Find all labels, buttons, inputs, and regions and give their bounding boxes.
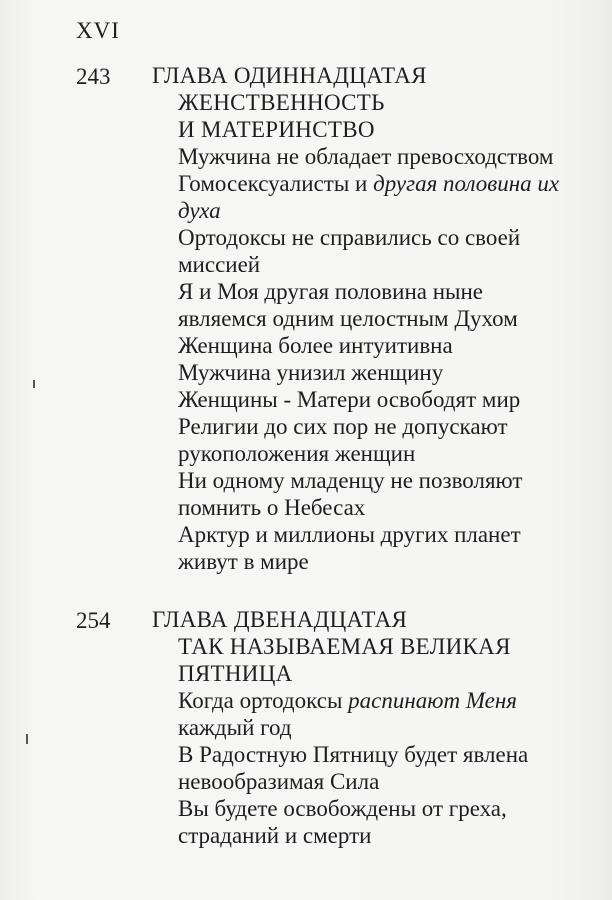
page-number: XVI xyxy=(76,18,120,43)
toc-entry-text: страданий и смерти xyxy=(178,823,372,848)
chapter-title-line: И МАТЕРИНСТВО xyxy=(178,117,375,142)
toc-entry-line xyxy=(178,305,559,332)
toc-entry-text: Арктур и миллионы других планет xyxy=(178,522,521,547)
chapter-title xyxy=(152,62,427,143)
toc-entry-line xyxy=(178,332,559,359)
chapter-title xyxy=(152,606,511,687)
toc-entry-line xyxy=(178,467,559,494)
toc-entry-line xyxy=(178,170,559,197)
toc-entry-line xyxy=(178,714,528,741)
toc-entry-text: Мужчина не обладает превосходством xyxy=(178,144,554,169)
toc-entry-text: помнить о Небесах xyxy=(178,495,366,520)
chapter-title-line: ГЛАВА ОДИННАДЦАТАЯ xyxy=(152,63,427,88)
chapter-title-line: ЖЕНСТВЕННОСТЬ xyxy=(178,90,385,115)
toc-entry-text: Религии до сих пор не допускают xyxy=(178,414,508,439)
chapter-page-number: 254 xyxy=(76,608,111,633)
toc-entry-line xyxy=(178,687,528,714)
toc-entry-text: являемся одним целостным Духом xyxy=(178,306,518,331)
toc-entry-line xyxy=(178,278,559,305)
toc-entry-line xyxy=(178,143,559,170)
toc-entry-line xyxy=(178,768,528,795)
toc-entry-text: Вы будете освобождены от греха, xyxy=(178,796,507,821)
toc-entry-text: Гомосексуалисты и xyxy=(178,171,374,196)
chapter-title-line: ГЛАВА ДВЕНАДЦАТАЯ xyxy=(152,607,408,632)
toc-entry-text: Женщины - Матери освободят мир xyxy=(178,387,521,412)
chapter-title-line: ПЯТНИЦА xyxy=(178,661,293,686)
chapter-entries xyxy=(178,687,528,849)
toc-entry-line xyxy=(178,359,559,386)
chapter-page-number: 243 xyxy=(76,64,111,89)
toc-entry-line xyxy=(178,440,559,467)
toc-entry-text: распинают Меня xyxy=(348,688,517,713)
toc-entry-text: Когда ортодоксы xyxy=(178,688,349,713)
toc-entry-line xyxy=(178,521,559,548)
toc-entry-line xyxy=(178,795,528,822)
toc-entry-text: рукоположения женщин xyxy=(178,441,416,466)
toc-entry-text: другая половина их xyxy=(373,171,560,196)
toc-entry-line xyxy=(178,251,559,278)
toc-entry-line xyxy=(178,224,559,251)
chapter-title-line: ТАК НАЗЫВАЕМАЯ ВЕЛИКАЯ xyxy=(178,634,511,659)
toc-entry-line xyxy=(178,413,559,440)
toc-entry-line xyxy=(178,386,559,413)
toc-entry-text: Ортодоксы не справились со своей xyxy=(178,225,521,250)
toc-entry-text: живут в мире xyxy=(178,549,309,574)
toc-entry-text: каждый год xyxy=(178,715,292,740)
toc-entry-text: миссией xyxy=(178,252,261,277)
toc-entry-line xyxy=(178,197,559,224)
toc-entry-text: Мужчина унизил женщину xyxy=(178,360,444,385)
toc-entry-line xyxy=(178,494,559,521)
chapter-entries xyxy=(178,143,559,575)
toc-entry-text: Ни одному младенцу не позволяют xyxy=(178,468,523,493)
toc-entry-text: В Радостную Пятницу будет явлена xyxy=(178,742,529,767)
margin-mark xyxy=(26,734,28,744)
toc-entry-text: Я и Моя другая половина ныне xyxy=(178,279,483,304)
toc-entry-line xyxy=(178,741,528,768)
toc-entry-line xyxy=(178,548,559,575)
toc-entry-line xyxy=(178,822,528,849)
toc-entry-text: невообразимая Сила xyxy=(178,769,380,794)
toc-entry-text: духа xyxy=(178,198,221,223)
toc-entry-text: Женщина более интуитивна xyxy=(178,333,453,358)
margin-mark xyxy=(33,380,35,388)
